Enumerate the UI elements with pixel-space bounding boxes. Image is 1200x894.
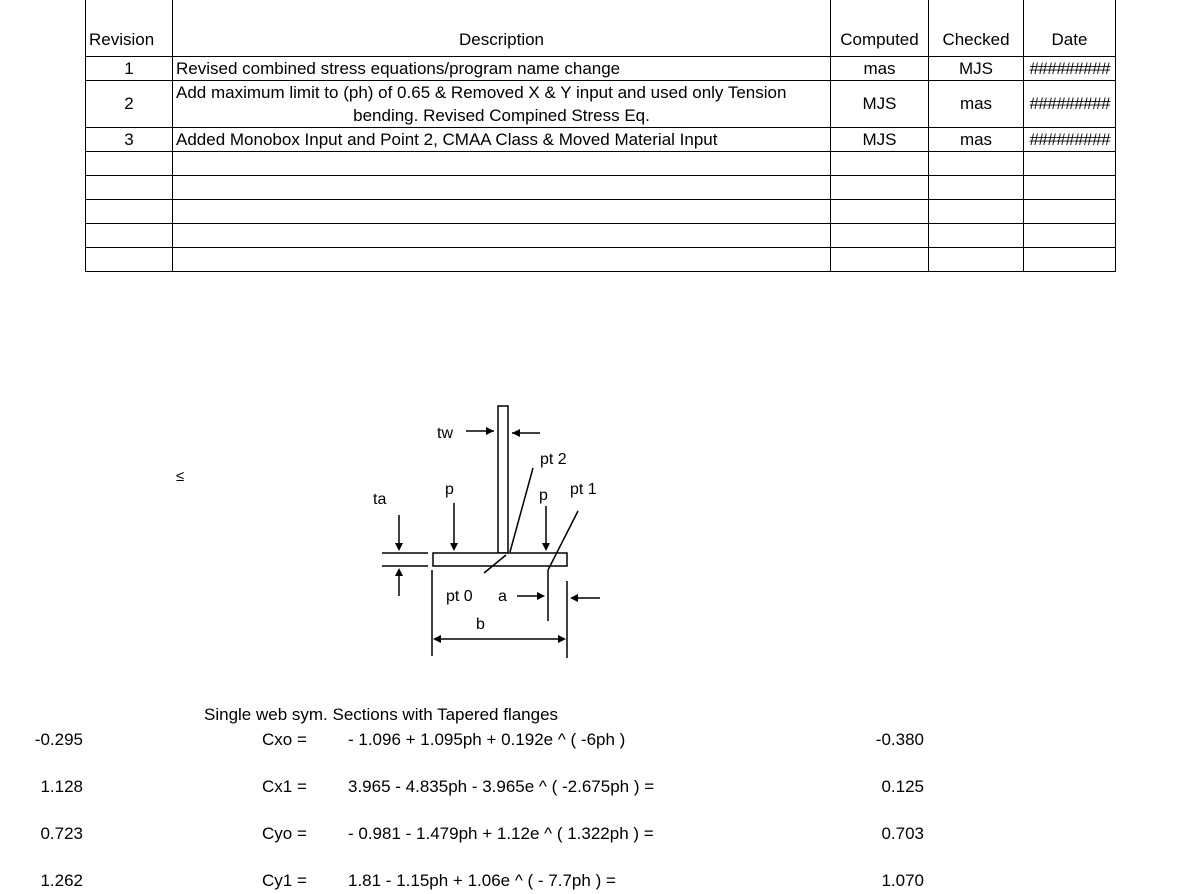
formula-result[interactable]: 0.125 bbox=[881, 777, 924, 796]
cell-date[interactable] bbox=[1024, 176, 1116, 200]
formula-result[interactable]: 0.703 bbox=[881, 824, 924, 843]
cell-checked[interactable] bbox=[929, 224, 1024, 248]
header-computed: Computed bbox=[831, 0, 929, 57]
cell-date[interactable] bbox=[1024, 248, 1116, 272]
table-row bbox=[86, 81, 1116, 128]
cell-date[interactable] bbox=[1024, 152, 1116, 176]
table-row bbox=[86, 152, 1116, 176]
label-p-right: p bbox=[539, 487, 548, 504]
header-revision: Revision bbox=[86, 0, 173, 57]
cell-description[interactable] bbox=[173, 152, 831, 176]
formula-row-cxo bbox=[0, 730, 1200, 752]
formula-expression: - 1.096 + 1.095ph + 0.192e ^ ( -6ph ) bbox=[348, 730, 626, 749]
table-row bbox=[86, 248, 1116, 272]
formula-row-cyo bbox=[0, 824, 1200, 846]
cell-checked[interactable]: mas bbox=[929, 81, 1024, 128]
b-arrowhead-right bbox=[558, 635, 566, 643]
cell-computed[interactable] bbox=[831, 248, 929, 272]
cell-revision[interactable] bbox=[86, 200, 173, 224]
formula-left-value[interactable]: 0.723 bbox=[40, 824, 83, 843]
formula-expression: 1.81 - 1.15ph + 1.06e ^ ( - 7.7ph ) = bbox=[348, 871, 616, 890]
table-header-row bbox=[86, 0, 1116, 57]
ta-arrowhead-down bbox=[395, 543, 403, 551]
label-tw: tw bbox=[437, 425, 453, 442]
formula-section-title: Single web sym. Sections with Tapered flanges bbox=[204, 705, 559, 724]
revision-table bbox=[85, 0, 1116, 272]
p-arrowhead-right bbox=[542, 543, 550, 551]
header-checked: Checked bbox=[929, 0, 1024, 57]
cell-revision[interactable] bbox=[86, 152, 173, 176]
header-description: Description bbox=[173, 0, 831, 57]
label-ta: ta bbox=[373, 491, 387, 508]
a-arrowhead-right bbox=[570, 594, 578, 602]
table-row bbox=[86, 128, 1116, 152]
a-arrowhead-left bbox=[537, 592, 545, 600]
cell-revision[interactable] bbox=[86, 224, 173, 248]
table-row bbox=[86, 224, 1116, 248]
cell-date[interactable]: ######### bbox=[1024, 81, 1116, 128]
label-pt2: pt 2 bbox=[540, 451, 567, 468]
cell-computed[interactable]: MJS bbox=[831, 128, 929, 152]
tee-section-diagram bbox=[370, 400, 610, 662]
formula-left-value[interactable]: 1.128 bbox=[40, 777, 83, 796]
cell-date[interactable]: ######### bbox=[1024, 128, 1116, 152]
b-arrowhead-left bbox=[433, 635, 441, 643]
cell-computed[interactable] bbox=[831, 200, 929, 224]
formula-name: Cyo = bbox=[262, 824, 307, 843]
formula-expression: - 0.981 - 1.479ph + 1.12e ^ ( 1.322ph ) = bbox=[348, 824, 654, 843]
label-b: b bbox=[476, 616, 485, 633]
formula-result[interactable]: 1.070 bbox=[881, 871, 924, 890]
cell-description[interactable] bbox=[173, 176, 831, 200]
tw-arrowhead-right bbox=[512, 429, 520, 437]
cell-computed[interactable]: mas bbox=[831, 57, 929, 81]
cell-revision[interactable] bbox=[86, 248, 173, 272]
label-p-left: p bbox=[445, 481, 454, 498]
formula-row-cy1 bbox=[0, 871, 1200, 893]
label-pt1: pt 1 bbox=[570, 481, 597, 498]
cell-description[interactable] bbox=[173, 224, 831, 248]
p-arrowhead-left bbox=[450, 543, 458, 551]
cell-revision[interactable]: 2 bbox=[86, 81, 173, 128]
cell-description[interactable] bbox=[173, 81, 831, 128]
formula-row-cx1 bbox=[0, 777, 1200, 799]
web-shape bbox=[498, 406, 508, 553]
pt2-leader bbox=[510, 468, 533, 552]
cell-description[interactable] bbox=[173, 248, 831, 272]
cell-revision[interactable]: 3 bbox=[86, 128, 173, 152]
less-equal-symbol: ≤ bbox=[176, 468, 185, 485]
header-date: Date bbox=[1024, 0, 1116, 57]
table-row bbox=[86, 200, 1116, 224]
cell-description[interactable]: Revised combined stress equations/program name change bbox=[173, 57, 831, 81]
label-a: a bbox=[498, 588, 507, 605]
formula-name: Cxo = bbox=[262, 730, 307, 749]
table-row bbox=[86, 176, 1116, 200]
cell-checked[interactable] bbox=[929, 152, 1024, 176]
cell-date[interactable] bbox=[1024, 224, 1116, 248]
formula-left-value[interactable]: -0.295 bbox=[34, 730, 83, 749]
cell-checked[interactable] bbox=[929, 176, 1024, 200]
cell-date[interactable]: ######### bbox=[1024, 57, 1116, 81]
cell-computed[interactable]: MJS bbox=[831, 81, 929, 128]
formula-name: Cy1 = bbox=[262, 871, 307, 890]
formula-expression: 3.965 - 4.835ph - 3.965e ^ ( -2.675ph ) = bbox=[348, 777, 655, 796]
label-pt0: pt 0 bbox=[446, 588, 473, 605]
cell-checked[interactable] bbox=[929, 200, 1024, 224]
ta-arrowhead-up bbox=[395, 568, 403, 576]
cell-date[interactable] bbox=[1024, 200, 1116, 224]
table-row bbox=[86, 57, 1116, 81]
cell-computed[interactable] bbox=[831, 152, 929, 176]
cell-checked[interactable] bbox=[929, 248, 1024, 272]
cell-computed[interactable] bbox=[831, 224, 929, 248]
cell-description[interactable]: Added Monobox Input and Point 2, CMAA Class & Moved Material Input bbox=[173, 128, 831, 152]
description-line-2: bending. Revised Compined Stress Eq. bbox=[353, 106, 650, 125]
description-line-1: Add maximum limit to (ph) of 0.65 & Removed X & Y input and used only Tension bbox=[176, 83, 787, 102]
tw-arrowhead-left bbox=[486, 427, 494, 435]
cell-description[interactable] bbox=[173, 200, 831, 224]
cell-checked[interactable]: MJS bbox=[929, 57, 1024, 81]
formula-name: Cx1 = bbox=[262, 777, 307, 796]
cell-checked[interactable]: mas bbox=[929, 128, 1024, 152]
formula-result[interactable]: -0.380 bbox=[875, 730, 924, 749]
cell-computed[interactable] bbox=[831, 176, 929, 200]
formula-left-value[interactable]: 1.262 bbox=[40, 871, 83, 890]
cell-revision[interactable] bbox=[86, 176, 173, 200]
cell-revision[interactable]: 1 bbox=[86, 57, 173, 81]
